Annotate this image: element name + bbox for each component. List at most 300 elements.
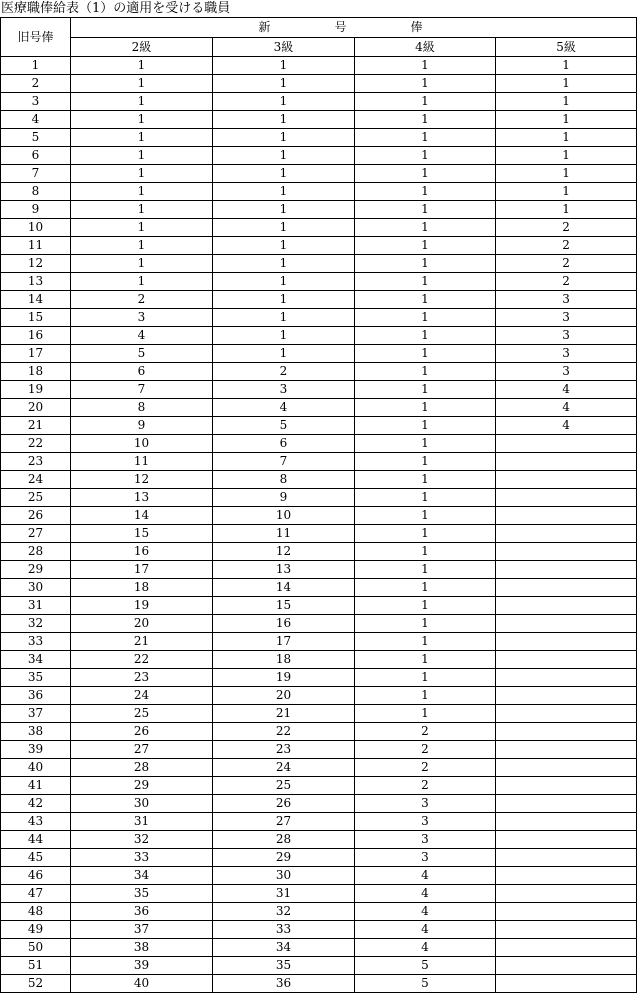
grade-2-cell: 32 — [71, 831, 213, 849]
grade-4-cell: 4 — [355, 939, 496, 957]
grade-3-cell: 29 — [213, 849, 355, 867]
old-step-cell: 1 — [1, 57, 71, 75]
grade-5-cell: 3 — [496, 345, 637, 363]
page-title: 医療職俸給表（1）の適用を受ける職員 — [1, 1, 231, 16]
grade-2-cell: 3 — [71, 309, 213, 327]
grade-5-cell — [496, 669, 637, 687]
grade-3-cell: 6 — [213, 435, 355, 453]
new-step-header: 新 号 俸 — [71, 18, 637, 38]
grade-3-cell: 1 — [213, 183, 355, 201]
table-row — [1, 57, 637, 75]
grade-2-cell: 36 — [71, 903, 213, 921]
old-step-cell: 38 — [1, 723, 71, 741]
grade-3-cell: 1 — [213, 237, 355, 255]
grade-3-cell: 1 — [213, 345, 355, 363]
grade-5-cell — [496, 975, 637, 993]
grade-4-cell: 1 — [355, 147, 496, 165]
grade-5-cell — [496, 543, 637, 561]
old-step-cell: 24 — [1, 471, 71, 489]
old-step-cell: 44 — [1, 831, 71, 849]
grade-3-cell: 34 — [213, 939, 355, 957]
grade-3-cell: 17 — [213, 633, 355, 651]
grade-3-cell: 1 — [213, 93, 355, 111]
grade-3-cell: 1 — [213, 255, 355, 273]
grade-2-cell: 33 — [71, 849, 213, 867]
grade-5-cell: 4 — [496, 399, 637, 417]
grade-5-header: 5級 — [496, 38, 637, 57]
grade-4-cell: 1 — [355, 417, 496, 435]
grade-5-cell: 2 — [496, 273, 637, 291]
grade-3-cell: 30 — [213, 867, 355, 885]
grade-5-cell: 4 — [496, 381, 637, 399]
grade-4-cell: 1 — [355, 561, 496, 579]
grade-2-cell: 1 — [71, 111, 213, 129]
grade-3-cell: 28 — [213, 831, 355, 849]
table-row — [1, 489, 637, 507]
grade-2-cell: 26 — [71, 723, 213, 741]
table-row — [1, 363, 637, 381]
old-step-cell: 20 — [1, 399, 71, 417]
old-step-cell: 5 — [1, 129, 71, 147]
grade-5-cell: 3 — [496, 291, 637, 309]
grade-4-cell: 1 — [355, 327, 496, 345]
table-row — [1, 687, 637, 705]
grade-5-cell: 1 — [496, 57, 637, 75]
grade-3-cell: 8 — [213, 471, 355, 489]
old-step-cell: 22 — [1, 435, 71, 453]
grade-5-cell — [496, 777, 637, 795]
old-step-cell: 3 — [1, 93, 71, 111]
grade-3-header: 3級 — [213, 38, 355, 57]
grade-4-cell: 1 — [355, 291, 496, 309]
grade-4-cell: 1 — [355, 201, 496, 219]
table-row — [1, 111, 637, 129]
grade-3-cell: 20 — [213, 687, 355, 705]
grade-3-cell: 1 — [213, 147, 355, 165]
table-row — [1, 129, 637, 147]
grade-3-cell: 25 — [213, 777, 355, 795]
grade-5-cell — [496, 471, 637, 489]
old-step-cell: 48 — [1, 903, 71, 921]
grade-3-cell: 12 — [213, 543, 355, 561]
grade-4-cell: 1 — [355, 363, 496, 381]
old-step-cell: 17 — [1, 345, 71, 363]
grade-5-cell — [496, 939, 637, 957]
grade-4-cell: 1 — [355, 471, 496, 489]
grade-3-cell: 23 — [213, 741, 355, 759]
grade-2-cell: 31 — [71, 813, 213, 831]
old-step-cell: 29 — [1, 561, 71, 579]
grade-3-cell: 1 — [213, 129, 355, 147]
table-row — [1, 75, 637, 93]
grade-2-cell: 1 — [71, 273, 213, 291]
grade-5-cell — [496, 633, 637, 651]
header-row-1 — [1, 18, 637, 38]
grade-2-cell: 1 — [71, 147, 213, 165]
grade-5-cell — [496, 705, 637, 723]
grade-4-cell: 1 — [355, 309, 496, 327]
old-step-cell: 41 — [1, 777, 71, 795]
grade-4-cell: 3 — [355, 831, 496, 849]
grade-2-cell: 12 — [71, 471, 213, 489]
table-row — [1, 399, 637, 417]
grade-4-cell: 1 — [355, 543, 496, 561]
grade-2-cell: 20 — [71, 615, 213, 633]
grade-5-cell: 3 — [496, 309, 637, 327]
grade-5-cell: 1 — [496, 129, 637, 147]
grade-4-cell: 3 — [355, 795, 496, 813]
grade-4-cell: 2 — [355, 759, 496, 777]
grade-4-cell: 2 — [355, 741, 496, 759]
grade-2-cell: 1 — [71, 255, 213, 273]
table-row — [1, 237, 637, 255]
grade-4-cell: 1 — [355, 273, 496, 291]
old-step-cell: 14 — [1, 291, 71, 309]
grade-5-cell — [496, 957, 637, 975]
grade-3-cell: 1 — [213, 291, 355, 309]
grade-2-cell: 39 — [71, 957, 213, 975]
grade-3-cell: 7 — [213, 453, 355, 471]
grade-2-cell: 9 — [71, 417, 213, 435]
grade-2-cell: 7 — [71, 381, 213, 399]
table-row — [1, 939, 637, 957]
old-step-cell: 6 — [1, 147, 71, 165]
grade-5-cell — [496, 741, 637, 759]
grade-4-cell: 1 — [355, 507, 496, 525]
grade-5-cell — [496, 903, 637, 921]
grade-2-cell: 16 — [71, 543, 213, 561]
grade-5-cell: 1 — [496, 93, 637, 111]
table-row — [1, 579, 637, 597]
old-step-cell: 51 — [1, 957, 71, 975]
grade-4-cell: 1 — [355, 255, 496, 273]
grade-4-cell: 1 — [355, 237, 496, 255]
old-step-cell: 50 — [1, 939, 71, 957]
grade-3-cell: 1 — [213, 111, 355, 129]
grade-5-cell — [496, 849, 637, 867]
grade-4-cell: 1 — [355, 435, 496, 453]
grade-2-cell: 1 — [71, 165, 213, 183]
grade-3-cell: 16 — [213, 615, 355, 633]
table-row — [1, 453, 637, 471]
old-step-cell: 21 — [1, 417, 71, 435]
table-row — [1, 651, 637, 669]
grade-2-cell: 28 — [71, 759, 213, 777]
grade-2-cell: 40 — [71, 975, 213, 993]
grade-2-cell: 34 — [71, 867, 213, 885]
grade-2-cell: 23 — [71, 669, 213, 687]
grade-3-cell: 1 — [213, 327, 355, 345]
grade-2-cell: 37 — [71, 921, 213, 939]
grade-2-cell: 19 — [71, 597, 213, 615]
table-row — [1, 741, 637, 759]
old-step-cell: 13 — [1, 273, 71, 291]
old-step-cell: 19 — [1, 381, 71, 399]
table-row — [1, 615, 637, 633]
grade-4-cell: 1 — [355, 219, 496, 237]
grade-3-cell: 35 — [213, 957, 355, 975]
table-row — [1, 309, 637, 327]
old-step-cell: 32 — [1, 615, 71, 633]
grade-5-cell: 3 — [496, 363, 637, 381]
grade-2-cell: 1 — [71, 183, 213, 201]
table-row — [1, 471, 637, 489]
table-row — [1, 507, 637, 525]
old-step-cell: 9 — [1, 201, 71, 219]
grade-5-cell: 4 — [496, 417, 637, 435]
old-step-cell: 25 — [1, 489, 71, 507]
grade-3-cell: 3 — [213, 381, 355, 399]
grade-2-cell: 1 — [71, 237, 213, 255]
table-row — [1, 147, 637, 165]
table-row — [1, 327, 637, 345]
table-row — [1, 777, 637, 795]
grade-5-cell: 1 — [496, 183, 637, 201]
grade-2-cell: 21 — [71, 633, 213, 651]
grade-2-cell: 25 — [71, 705, 213, 723]
grade-3-cell: 1 — [213, 201, 355, 219]
old-step-cell: 18 — [1, 363, 71, 381]
grade-4-cell: 1 — [355, 183, 496, 201]
grade-3-cell: 1 — [213, 75, 355, 93]
grade-5-cell: 2 — [496, 237, 637, 255]
table-row — [1, 291, 637, 309]
old-step-cell: 47 — [1, 885, 71, 903]
old-step-cell: 34 — [1, 651, 71, 669]
grade-2-cell: 30 — [71, 795, 213, 813]
grade-4-cell: 4 — [355, 867, 496, 885]
old-step-cell: 2 — [1, 75, 71, 93]
old-step-cell: 33 — [1, 633, 71, 651]
grade-4-cell: 1 — [355, 399, 496, 417]
table-row — [1, 201, 637, 219]
old-step-cell: 4 — [1, 111, 71, 129]
old-step-cell: 30 — [1, 579, 71, 597]
table-row — [1, 633, 637, 651]
grade-5-cell — [496, 723, 637, 741]
grade-5-cell — [496, 885, 637, 903]
grade-3-cell: 18 — [213, 651, 355, 669]
grade-5-cell — [496, 831, 637, 849]
table-row — [1, 93, 637, 111]
old-step-cell: 36 — [1, 687, 71, 705]
old-step-cell: 45 — [1, 849, 71, 867]
grade-5-cell: 2 — [496, 255, 637, 273]
grade-2-cell: 1 — [71, 93, 213, 111]
grade-4-header: 4級 — [355, 38, 496, 57]
table-row — [1, 813, 637, 831]
grade-2-cell: 18 — [71, 579, 213, 597]
table-row — [1, 795, 637, 813]
grade-5-cell: 1 — [496, 201, 637, 219]
grade-4-cell: 1 — [355, 651, 496, 669]
grade-2-cell: 1 — [71, 75, 213, 93]
grade-3-cell: 11 — [213, 525, 355, 543]
old-step-cell: 40 — [1, 759, 71, 777]
grade-3-cell: 27 — [213, 813, 355, 831]
grade-4-cell: 1 — [355, 687, 496, 705]
old-step-cell: 39 — [1, 741, 71, 759]
grade-5-cell — [496, 453, 637, 471]
grade-3-cell: 24 — [213, 759, 355, 777]
grade-5-cell — [496, 435, 637, 453]
grade-2-cell: 1 — [71, 201, 213, 219]
grade-5-cell — [496, 579, 637, 597]
grade-4-cell: 4 — [355, 921, 496, 939]
grade-3-cell: 1 — [213, 273, 355, 291]
grade-5-cell — [496, 687, 637, 705]
grade-2-cell: 4 — [71, 327, 213, 345]
table-row — [1, 255, 637, 273]
grade-3-cell: 36 — [213, 975, 355, 993]
old-step-cell: 28 — [1, 543, 71, 561]
grade-5-cell — [496, 615, 637, 633]
old-step-cell: 16 — [1, 327, 71, 345]
grade-5-cell — [496, 921, 637, 939]
grade-3-cell: 33 — [213, 921, 355, 939]
table-row — [1, 345, 637, 363]
table-row — [1, 381, 637, 399]
grade-4-cell: 1 — [355, 489, 496, 507]
table-row — [1, 903, 637, 921]
grade-4-cell: 3 — [355, 813, 496, 831]
table-header — [1, 18, 637, 57]
grade-5-cell — [496, 525, 637, 543]
grade-2-cell: 2 — [71, 291, 213, 309]
table-row — [1, 561, 637, 579]
grade-5-cell: 2 — [496, 219, 637, 237]
table-row — [1, 723, 637, 741]
grade-3-cell: 2 — [213, 363, 355, 381]
table-row — [1, 975, 637, 993]
old-step-cell: 23 — [1, 453, 71, 471]
grade-5-cell — [496, 597, 637, 615]
salary-conversion-table — [0, 17, 637, 993]
grade-2-cell: 8 — [71, 399, 213, 417]
grade-2-cell: 29 — [71, 777, 213, 795]
table-row — [1, 543, 637, 561]
table-row — [1, 849, 637, 867]
table-row — [1, 957, 637, 975]
grade-2-cell: 10 — [71, 435, 213, 453]
grade-5-cell — [496, 759, 637, 777]
old-step-cell: 26 — [1, 507, 71, 525]
grade-4-cell: 1 — [355, 111, 496, 129]
old-step-cell: 52 — [1, 975, 71, 993]
grade-4-cell: 2 — [355, 723, 496, 741]
table-row — [1, 525, 637, 543]
table-body — [1, 57, 637, 993]
grade-4-cell: 5 — [355, 957, 496, 975]
table-row — [1, 885, 637, 903]
grade-5-cell: 1 — [496, 147, 637, 165]
grade-5-cell — [496, 651, 637, 669]
grade-2-cell: 27 — [71, 741, 213, 759]
old-step-cell: 7 — [1, 165, 71, 183]
grade-4-cell: 1 — [355, 453, 496, 471]
grade-4-cell: 1 — [355, 165, 496, 183]
grade-2-cell: 24 — [71, 687, 213, 705]
table-row — [1, 705, 637, 723]
grade-3-cell: 4 — [213, 399, 355, 417]
old-step-cell: 42 — [1, 795, 71, 813]
grade-2-cell: 22 — [71, 651, 213, 669]
grade-2-cell: 13 — [71, 489, 213, 507]
grade-4-cell: 1 — [355, 579, 496, 597]
grade-3-cell: 13 — [213, 561, 355, 579]
grade-4-cell: 1 — [355, 345, 496, 363]
table-row — [1, 669, 637, 687]
grade-3-cell: 1 — [213, 309, 355, 327]
old-step-cell: 8 — [1, 183, 71, 201]
table-row — [1, 831, 637, 849]
grade-4-cell: 1 — [355, 705, 496, 723]
grade-4-cell: 1 — [355, 633, 496, 651]
grade-2-cell: 15 — [71, 525, 213, 543]
old-step-cell: 27 — [1, 525, 71, 543]
grade-3-cell: 31 — [213, 885, 355, 903]
grade-2-cell: 1 — [71, 219, 213, 237]
grade-3-cell: 1 — [213, 219, 355, 237]
grade-3-cell: 21 — [213, 705, 355, 723]
grade-5-cell: 1 — [496, 165, 637, 183]
grade-2-cell: 38 — [71, 939, 213, 957]
grade-4-cell: 1 — [355, 615, 496, 633]
grade-5-cell — [496, 867, 637, 885]
grade-3-cell: 14 — [213, 579, 355, 597]
old-step-cell: 35 — [1, 669, 71, 687]
grade-4-cell: 1 — [355, 669, 496, 687]
grade-4-cell: 1 — [355, 57, 496, 75]
grade-3-cell: 32 — [213, 903, 355, 921]
grade-5-cell: 1 — [496, 111, 637, 129]
grade-3-cell: 1 — [213, 165, 355, 183]
old-step-cell: 37 — [1, 705, 71, 723]
grade-3-cell: 22 — [213, 723, 355, 741]
grade-3-cell: 15 — [213, 597, 355, 615]
grade-4-cell: 1 — [355, 525, 496, 543]
old-step-cell: 15 — [1, 309, 71, 327]
grade-5-cell: 1 — [496, 75, 637, 93]
grade-2-cell: 14 — [71, 507, 213, 525]
table-row — [1, 759, 637, 777]
grade-3-cell: 9 — [213, 489, 355, 507]
old-step-cell: 43 — [1, 813, 71, 831]
old-step-cell: 46 — [1, 867, 71, 885]
table-row — [1, 219, 637, 237]
grade-5-cell — [496, 813, 637, 831]
grade-3-cell: 26 — [213, 795, 355, 813]
grade-4-cell: 2 — [355, 777, 496, 795]
grade-4-cell: 1 — [355, 381, 496, 399]
table-row — [1, 435, 637, 453]
grade-3-cell: 10 — [213, 507, 355, 525]
grade-2-cell: 11 — [71, 453, 213, 471]
grade-4-cell: 3 — [355, 849, 496, 867]
grade-3-cell: 1 — [213, 57, 355, 75]
table-row — [1, 921, 637, 939]
old-step-cell: 12 — [1, 255, 71, 273]
grade-3-cell: 5 — [213, 417, 355, 435]
grade-2-cell: 5 — [71, 345, 213, 363]
table-row — [1, 273, 637, 291]
grade-2-cell: 6 — [71, 363, 213, 381]
grade-4-cell: 1 — [355, 597, 496, 615]
old-step-cell: 49 — [1, 921, 71, 939]
grade-4-cell: 1 — [355, 93, 496, 111]
grade-5-cell — [496, 795, 637, 813]
grade-4-cell: 1 — [355, 75, 496, 93]
